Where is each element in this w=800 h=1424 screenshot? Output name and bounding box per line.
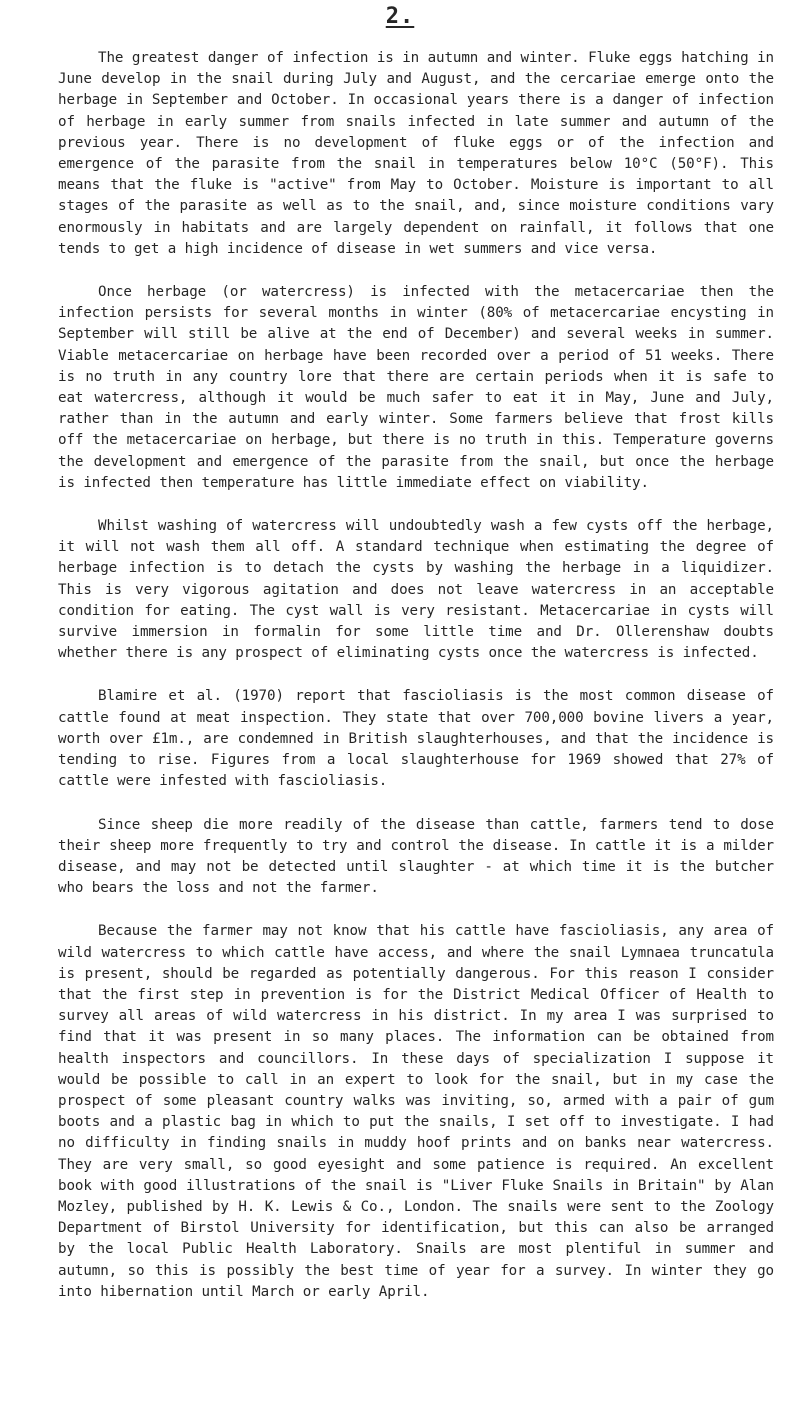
paragraph-metacercariae-persistence: Once herbage (or watercress) is infected with the metacercariae then the infection persists for several months in winter (80% of metacercariae encysting in September will still be alive at the end of December) and several weeks in summer. Viable metacercariae on herbage have been recorded over a period of 51 weeks. There is no truth in any country lore that there are certain periods when it is safe to eat watercress, although it would be much safer to eat it in May, June and July, rather than in the autumn and early winter. Some farmers believe that frost kills off the metacercariae on herbage, but there is no truth in this. Temperature governs the development and emergence of the parasite from the snail, but once the herbage is infected then temperature has little immediate effect on viability. <box>58 284 774 491</box>
paragraph-washing-watercress: Whilst washing of watercress will undoubtedly wash a few cysts off the herbage, it will not wash them all off. A standard technique when estimating the degree of herbage infection is to detach the cysts by washing the herbage in a liquidizer. This is very vigorous agitation and does not leave watercress in an acceptable condition for eating. The cyst wall is very resistant. Metacercariae in cysts will survive immersion in formalin for some little time and Dr. Ollerenshaw doubts whether there is any prospect of eliminating cysts once the watercress is infected. <box>58 518 774 662</box>
paragraph-cattle-fascioliasis: Blamire et al. (1970) report that fascioliasis is the most common disease of cattle found at meat inspection. They state that over 700,000 bovine livers a year, worth over £1m., are condemned in British slaughterhouses, and that the incidence is tending to rise. Figures from a local slaughterhouse for 1969 showed that 27% of cattle were infested with fascioliasis. <box>58 688 774 790</box>
paragraph-sheep-vs-cattle: Since sheep die more readily of the disease than cattle, farmers tend to dose their sheep more frequently to try and control the disease. In cattle it is a milder disease, and may not be detected until slaughter - at which time it is the butcher who bears the loss and not the farmer. <box>58 816 774 897</box>
paragraph-infection-season: The greatest danger of infection is in autumn and winter. Fluke eggs hatching in June develop in the snail during July and August, and the cercariae emerge onto the herbage in September and October. In occasional years there is a danger of infection of herbage in early summer from snails infected in late summer and autumn of the previous year. There is no development of fluke eggs or of the infection and emergence of the parasite from the snail in temperatures below 10°C (50°F). This means that the fluke is "active" from May to October. Moisture is important to all stages of the parasite as well as to the snail, and, since moisture conditions vary enormously in habitats and are largely dependent on rainfall, it follows that one tends to get a high incidence of disease in wet summers and vice versa. <box>58 50 774 257</box>
body-text <box>58 48 774 1325</box>
paragraph-prevention-survey: Because the farmer may not know that his cattle have fascioliasis, any area of wild watercress to which cattle have access, and where the snail Lymnaea truncatula is present, should be regarded as potentially dangerous. For this reason I consider that the first step in prevention is for the District Medical Officer of Health to survey all areas of wild watercress in his district. In my area I was surprised to find that it was present in so many places. The information can be obtained from health inspectors and councillors. In these days of specialization I suppose it would be possible to call in an expert to look for the snail, but in my case the prospect of some pleasant country walks was inviting, so, armed with a pair of gum boots and a plastic bag in which to put the snails, I set off to investigate. I had no difficulty in finding snails in muddy hoof prints and on banks near watercress. They are very small, so good eyesight and some patience is required. An excellent book with good illustrations of the snail is "Liver Fluke Snails in Britain" by Alan Mozley, published by H. K. Lewis & Co., London. The snails were sent to the Zoology Department of Birstol University for identification, but this can also be arranged by the local Public Health Laboratory. Snails are most plentiful in summer and autumn, so this is possibly the best time of year for a survey. In winter they go into hibernation until March or early April. <box>58 923 774 1300</box>
page-number: 2. <box>385 4 415 29</box>
